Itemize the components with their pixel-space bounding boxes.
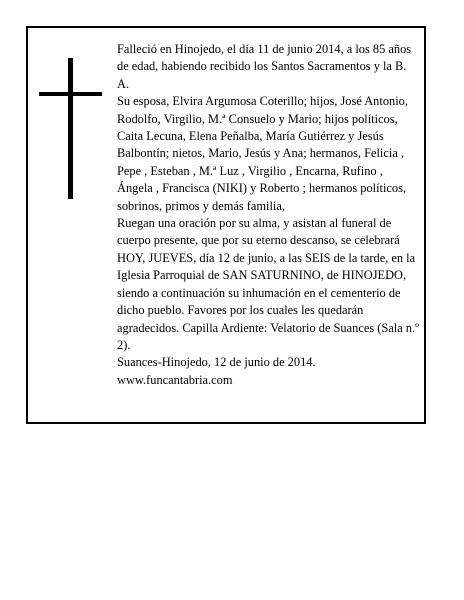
website-link: www.funcantabria.com <box>117 372 233 387</box>
family-paragraph: Su esposa, Elvira Argumosa Coterillo; hijos, José Antonio, Rodolfo, Virgilio, M.ª Consuelo y Mario; hijos políticos, Caita Lecuna, Elena Peñalba, María Gutiérrez y Jesús Balbontín; nietos, Mario, Jesús y Ana; hermanos, Felicia , Pepe , Esteban , M.ª Luz , Virgilio , Encarna, Rufino , Ángela , Francisca (NIKI) y Roberto ; hermanos políticos, sobrinos, primos y demás familia, <box>117 94 408 213</box>
place-date: Suances-Hinojedo, 12 de junio de 2014. <box>117 355 316 370</box>
funeral-request-paragraph: Ruegan una oración por su alma, y asistan al funeral de cuerpo presente, que por su eterno descanso, se celebrará HOY, JUEVES, día 12 de junio, a las SEIS de la tarde, en la Iglesia Parroquial de SAN SATURNINO, de HINOJEDO, siendo a continuación su inhumación en el cementerio de dicho pueblo. Favores por los cuales les quedarán agradecidos. Capilla Ardiente: Velatorio de Suances (Sala n.º 2). <box>117 216 419 352</box>
cross-vertical-bar <box>68 58 73 199</box>
death-paragraph: Falleció en Hinojedo, el día 11 de junio 2014, a los 85 años de edad, habiendo recibido los Santos Sacramentos y la B. A. <box>117 42 412 91</box>
cross-horizontal-bar <box>39 92 102 96</box>
obituary-text <box>117 41 420 389</box>
obituary-card <box>26 26 426 424</box>
